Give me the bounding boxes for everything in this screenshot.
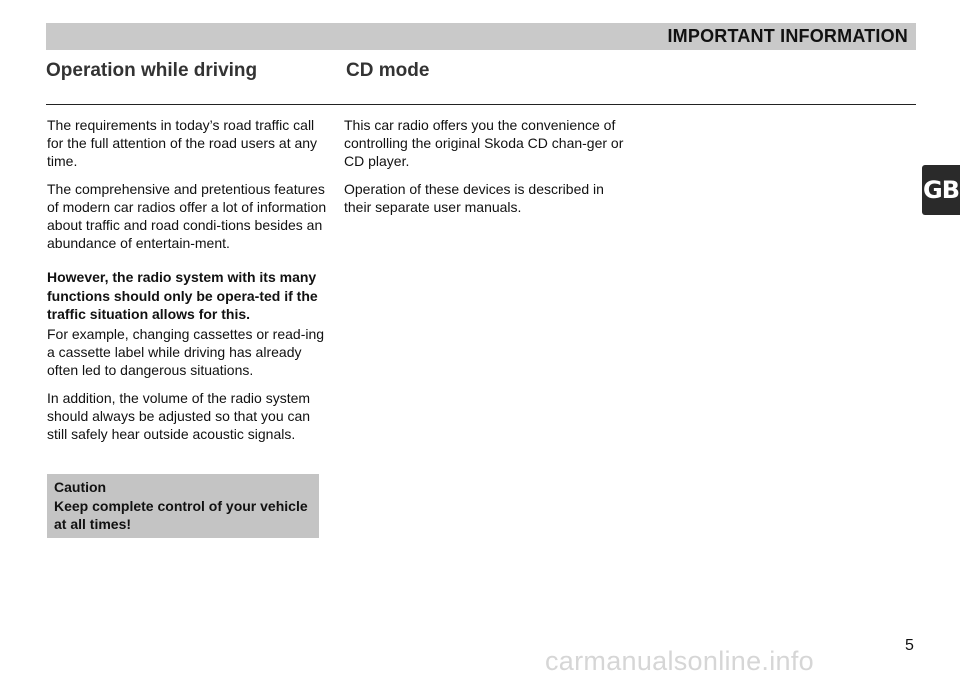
language-tab-gb: GB xyxy=(922,165,960,215)
paragraph: The comprehensive and pretentious features of modern car radios offer a lot of information about traffic and road condi-tions besides an abundance of entertain-ment. xyxy=(47,180,327,252)
caution-text: Keep complete control of your vehicle at all times! xyxy=(54,497,308,532)
paragraph: Operation of these devices is described in their separate user manuals. xyxy=(344,180,604,215)
header-divider xyxy=(46,104,916,105)
header-title: IMPORTANT INFORMATION xyxy=(667,26,908,46)
section-title-cd-mode: CD mode xyxy=(346,60,430,81)
caution-box xyxy=(47,474,319,538)
header-bar xyxy=(46,23,916,50)
right-column xyxy=(344,116,624,225)
left-column xyxy=(47,116,327,452)
page-number: 5 xyxy=(905,637,914,654)
section-title-operation-while-driving: Operation while driving xyxy=(46,60,258,81)
watermark: carmanualsonline.info xyxy=(545,646,814,676)
paragraph: This car radio offers you the convenience of controlling the original Skoda CD chan-ger or CD player. xyxy=(344,117,624,170)
warning-paragraph: However, the radio system with its many functions should only be opera-ted if the traffic situation allows for this. xyxy=(47,269,318,322)
paragraph: The requirements in today’s road traffic call for the full attention of the road users at any time. xyxy=(47,117,318,170)
caution-heading: Caution xyxy=(54,479,107,495)
paragraph: In addition, the volume of the radio system should always be adjusted so that you can still safely hear outside acoustic signals. xyxy=(47,389,311,443)
paragraph: For example, changing cassettes or read-ing a cassette label while driving has already often led to dangerous situations. xyxy=(47,326,325,379)
